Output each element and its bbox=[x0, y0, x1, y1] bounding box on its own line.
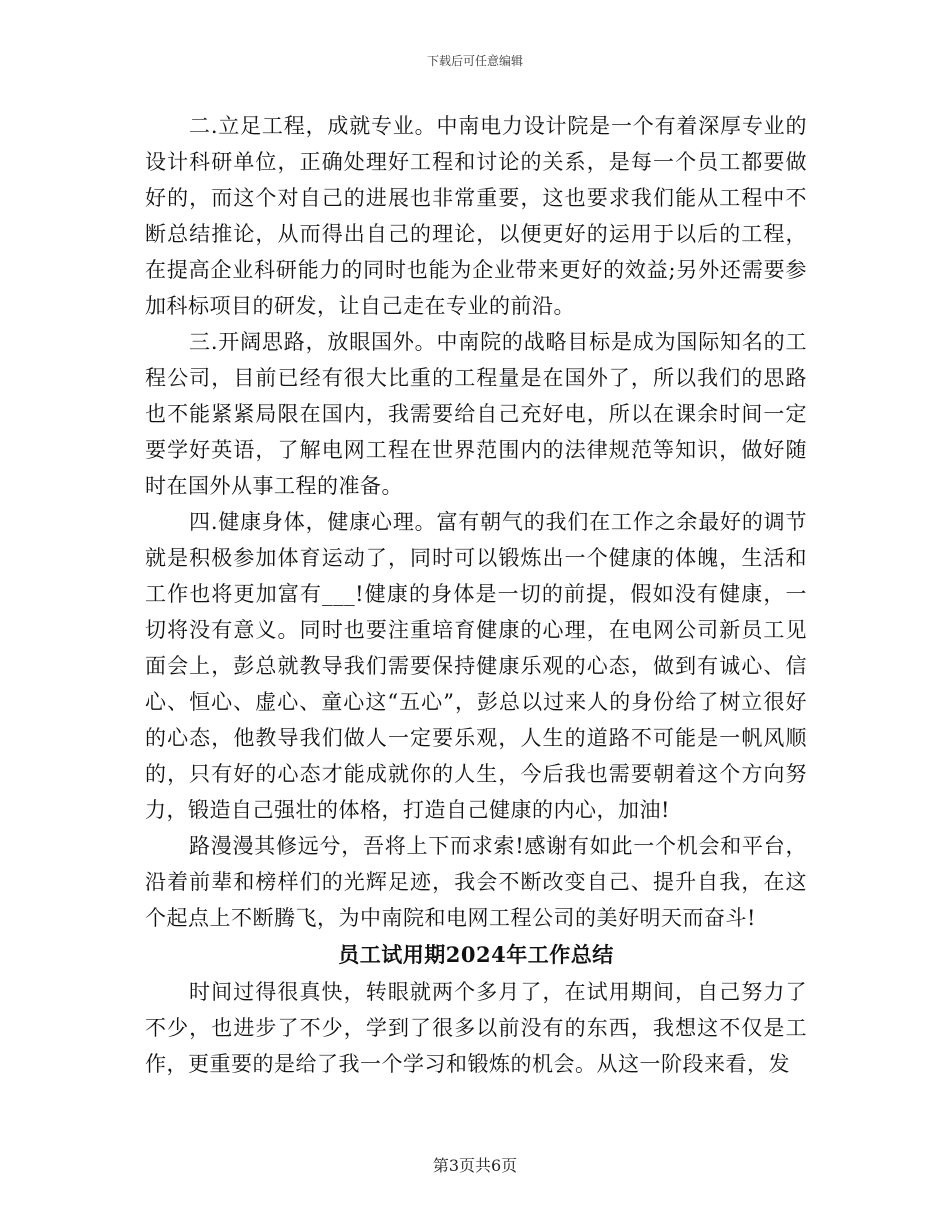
page-number: 第3页共6页 bbox=[432, 1156, 518, 1175]
page-header-note: 下载后可任意编辑 bbox=[426, 54, 523, 68]
section-title: 员工试用期2024年工作总结 bbox=[338, 942, 614, 967]
document-body bbox=[145, 108, 807, 1082]
paragraph-international: 三.开阔思路，放眼国外。中南院的战略目标是成为国际知名的工程公司，目前已经有很大比重的工程量是在国外了，所以我们的思路也不能紧紧局限在国内，我需要给自己充好电，所以在课余时间一定要学好英语，了解电网工程在世界范围内的法律规范等知识，做好随时在国外从事工程的准备。 bbox=[145, 330, 807, 498]
paragraph-health: 四.健康身体，健康心理。富有朝气的我们在工作之余最好的调节就是积极参加体育运动了，同时可以锻炼出一个健康的体魄，生活和工作也将更加富有___!健康的身体是一切的前提，假如没有健康，一切将没有意义。同时也要注重培育健康的心理，在电网公司新员工见面会上，彭总就教导我们需要保持健康乐观的心态，做到有诚心、信心、恒心、虚心、童心这“五心”，彭总以过来人的身份给了树立很好的心态，他教导我们做人一定要乐观，人生的道路不可能是一帆风顺的，只有好的心态才能成就你的人生，今后我也需要朝着这个方向努力，锻造自己强壮的体格，打造自己健康的内心，加油! bbox=[145, 510, 807, 822]
paragraph-engineering: 二.立足工程，成就专业。中南电力设计院是一个有着深厚专业的设计科研单位，正确处理好工程和讨论的关系，是每一个员工都要做好的，而这个对自己的进展也非常重要，这也要求我们能从工程中不断总结推论，从而得出自己的理论，以便更好的运用于以后的工程，在提高企业科研能力的同时也能为企业带来更好的效益;另外还需要参加科标项目的研发，让自己走在专业的前沿。 bbox=[145, 114, 807, 318]
paragraph-probation-intro: 时间过得很真快，转眼就两个多月了，在试用期间，自己努力了不少，也进步了不少，学到了很多以前没有的东西，我想这不仅是工作，更重要的是给了我一个学习和锻炼的机会。从这一阶段来看，发 bbox=[145, 980, 807, 1076]
paragraph-conclusion: 路漫漫其修远兮，吾将上下而求索!感谢有如此一个机会和平台，沿着前辈和榜样们的光辉足迹，我会不断改变自己、提升自我，在这个起点上不断腾飞，为中南院和电网工程公司的美好明天而奋斗! bbox=[145, 834, 807, 930]
